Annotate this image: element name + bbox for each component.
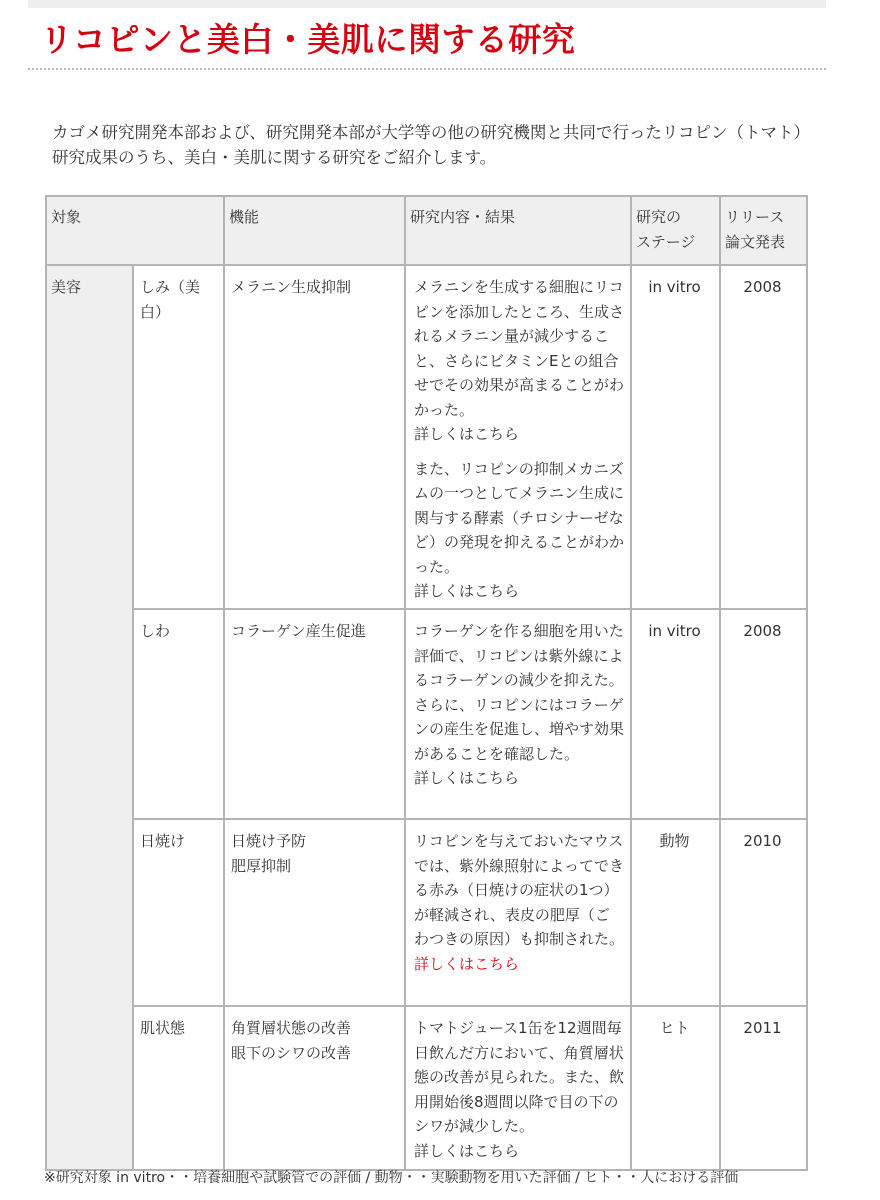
intro-line-1: カゴメ研究開発本部および、研究開発本部が大学等の他の研究機関と共同で行ったリコピン（トマト） <box>52 123 811 142</box>
research-table <box>45 195 808 1171</box>
result-paragraph <box>414 457 624 604</box>
function-cell <box>224 819 405 1006</box>
result-text: コラーゲンを作る細胞を用いた評価で、リコピンは紫外線によるコラーゲンの減少を抑えた。さらに、リコピンにはコラーゲンの産生を促進し、増やす効果があることを確認した。 <box>414 622 625 763</box>
subcategory-cell: しみ（美白） <box>133 265 224 609</box>
header-content: 研究内容・結果 <box>405 196 631 265</box>
header-stage-line-2: ステージ <box>636 232 696 251</box>
year-cell: 2008 <box>720 609 807 819</box>
footnote: ※研究対象 in vitro・・培養細胞や試験管での評価 / 動物・・実験動物を用いた評価 / ヒト・・人における評価 <box>44 1170 739 1186</box>
table-row <box>46 609 807 819</box>
function-line: 日焼け予防 <box>231 832 307 850</box>
table-row <box>46 819 807 1006</box>
details-link[interactable]: 詳しくはこちら <box>414 582 520 600</box>
result-paragraph <box>414 1016 624 1163</box>
function-cell <box>224 1006 405 1170</box>
stage-cell: in vitro <box>631 609 720 819</box>
details-link[interactable]: 詳しくはこちら <box>414 769 520 787</box>
subcategory-cell: 日焼け <box>133 819 224 1006</box>
header-release <box>720 196 807 265</box>
intro-line-2: 研究成果のうち、美白・美肌に関する研究をご紹介します。 <box>52 148 497 167</box>
function-line: 肥厚抑制 <box>231 856 292 875</box>
result-cell <box>405 265 631 609</box>
category-cell: 美容 <box>46 265 133 1170</box>
result-text: メラニンを生成する細胞にリコピンを添加したところ、生成されるメラニン量が減少すること、さらにビタミンEとの組合せでその効果が高まることがわかった。 <box>414 278 625 419</box>
result-cell <box>405 609 631 819</box>
result-paragraph <box>414 275 624 447</box>
page-title: リコピンと美白・美肌に関する研究 <box>40 20 576 59</box>
intro-text <box>52 120 842 170</box>
table-row <box>46 1006 807 1170</box>
subcategory-cell: 肌状態 <box>133 1006 224 1170</box>
stage-cell: in vitro <box>631 265 720 609</box>
result-text: トマトジュース1缶を12週間毎日飲んだ方において、角質層状態の改善が見られた。また、飲用開始後8週間以降で目の下のシワが減少した。 <box>414 1019 625 1135</box>
year-cell: 2008 <box>720 265 807 609</box>
subcategory-cell: しわ <box>133 609 224 819</box>
function-line: 角質層状態の改善 <box>231 1019 352 1037</box>
details-link[interactable]: 詳しくはこちら <box>414 425 520 443</box>
header-function: 機能 <box>224 196 405 265</box>
year-cell: 2011 <box>720 1006 807 1170</box>
table-row <box>46 265 807 609</box>
function-cell <box>224 609 405 819</box>
header-release-line-2: 論文発表 <box>725 232 786 251</box>
details-link[interactable]: 詳しくはこちら <box>414 954 520 973</box>
stage-cell: ヒト <box>631 1006 720 1170</box>
title-divider <box>28 68 826 70</box>
top-rule <box>28 0 826 8</box>
function-line: 眼下のシワの改善 <box>231 1043 352 1062</box>
year-cell: 2010 <box>720 819 807 1006</box>
function-line: メラニン生成抑制 <box>231 278 352 296</box>
header-target: 対象 <box>46 196 224 265</box>
details-link[interactable]: 詳しくはこちら <box>414 1141 520 1160</box>
result-text: リコピンを与えておいたマウスでは、紫外線照射によってできる赤み（日焼けの症状の1つ）が軽減され、表皮の肥厚（ごわつきの原因）も抑制された。 <box>414 832 625 948</box>
result-paragraph <box>414 619 624 791</box>
header-release-line-1: リリース <box>725 208 785 226</box>
header-stage <box>631 196 720 265</box>
function-line: コラーゲン産生促進 <box>231 622 366 640</box>
result-cell <box>405 1006 631 1170</box>
result-paragraph <box>414 829 624 976</box>
header-stage-line-1: 研究の <box>636 208 682 226</box>
result-cell <box>405 819 631 1006</box>
table-header-row <box>46 196 807 265</box>
stage-cell: 動物 <box>631 819 720 1006</box>
result-text: また、リコピンの抑制メカニズムの一つとしてメラニン生成に関与する酵素（チロシナーゼなど）の発現を抑えることがわかった。 <box>414 459 625 576</box>
function-cell <box>224 265 405 609</box>
